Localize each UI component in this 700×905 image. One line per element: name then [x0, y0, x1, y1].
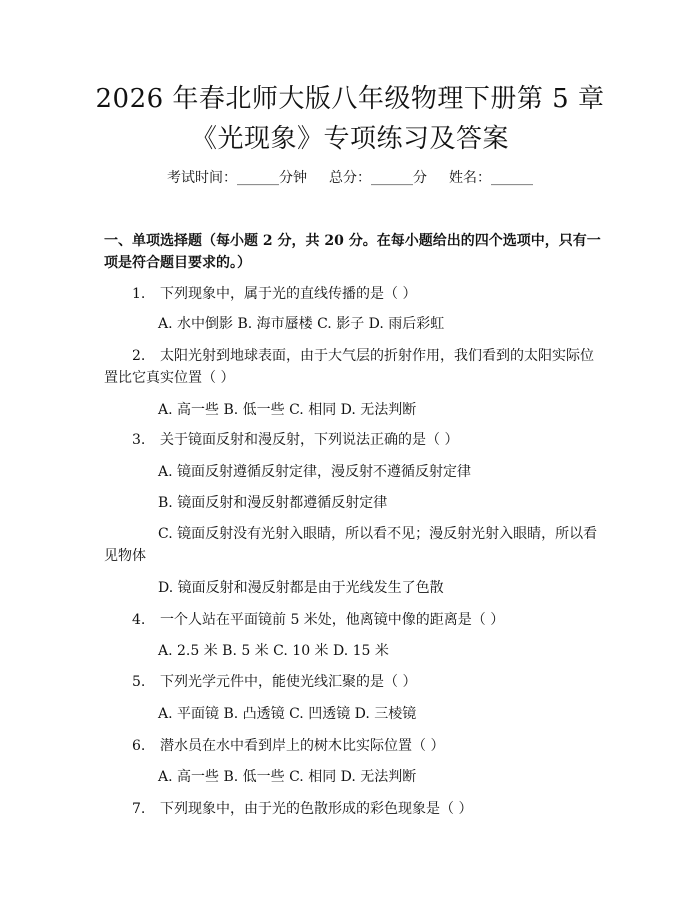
- question-3-option-d: D. 镜面反射和漫反射都是由于光线发生了色散: [158, 580, 444, 596]
- question-6-options: A. 高一些 B. 低一些 C. 相同 D. 无法判断: [158, 769, 417, 785]
- question-3-option-c: C. 镜面反射没有光射入眼睛，所以看不见；漫反射光射入眼睛，所以看见物体: [104, 526, 598, 564]
- question-4: [104, 609, 604, 631]
- exam-info-line: [0, 168, 700, 188]
- question-text: 潜水员在水中看到岸上的树木比实际位置（ ）: [160, 738, 445, 754]
- question-text: 太阳光射到地球表面，由于大气层的折射作用，我们看到的太阳实际位置比它真实位置（ ）: [104, 348, 594, 386]
- question-number: 5.: [132, 674, 146, 690]
- exam-time-field: 考试时间：______分钟: [167, 170, 307, 186]
- question-1-options: A. 水中倒影 B. 海市蜃楼 C. 影子 D. 雨后彩虹: [158, 316, 445, 332]
- section-heading-single-choice: 一、单项选择题（每小题 2 分，共 20 分。在每小题给出的四个选项中，只有一项是符合题目要求的。）: [104, 233, 601, 271]
- question-number: 6.: [132, 738, 146, 754]
- document-title-line-1: 2026 年春北师大版八年级物理下册第 5 章: [95, 84, 605, 114]
- question-6: [104, 735, 604, 757]
- question-number: 4.: [132, 612, 146, 628]
- question-7: [104, 798, 604, 820]
- question-number: 1.: [132, 286, 146, 302]
- exam-name-field: 姓名：______: [449, 170, 533, 186]
- exam-score-field: 总分：______分: [329, 170, 427, 186]
- question-2: [104, 345, 604, 389]
- question-text: 关于镜面反射和漫反射，下列说法正确的是（ ）: [160, 432, 459, 448]
- question-number: 3.: [132, 432, 146, 448]
- question-2-options: A. 高一些 B. 低一些 C. 相同 D. 无法判断: [158, 402, 417, 418]
- question-4-options: A. 2.5 米 B. 5 米 C. 10 米 D. 15 米: [158, 643, 389, 659]
- question-text: 下列光学元件中，能使光线汇聚的是（ ）: [160, 674, 417, 690]
- question-3-option-b: B. 镜面反射和漫反射都遵循反射定律: [158, 495, 388, 511]
- document-title-line-2: 《光现象》专项练习及答案: [190, 124, 509, 154]
- question-number: 2.: [132, 348, 146, 364]
- question-text: 下列现象中，由于光的色散形成的彩色现象是（ ）: [160, 801, 473, 817]
- question-5-options: A. 平面镜 B. 凸透镜 C. 凹透镜 D. 三棱镜: [158, 706, 417, 722]
- question-text: 下列现象中，属于光的直线传播的是（ ）: [160, 286, 417, 302]
- question-text: 一个人站在平面镜前 5 米处，他离镜中像的距离是（ ）: [160, 612, 505, 628]
- question-3: [104, 429, 604, 451]
- question-number: 7.: [132, 801, 146, 817]
- question-1: [104, 283, 604, 305]
- question-3-option-a: A. 镜面反射遵循反射定律，漫反射不遵循反射定律: [158, 464, 472, 480]
- question-5: [104, 671, 604, 693]
